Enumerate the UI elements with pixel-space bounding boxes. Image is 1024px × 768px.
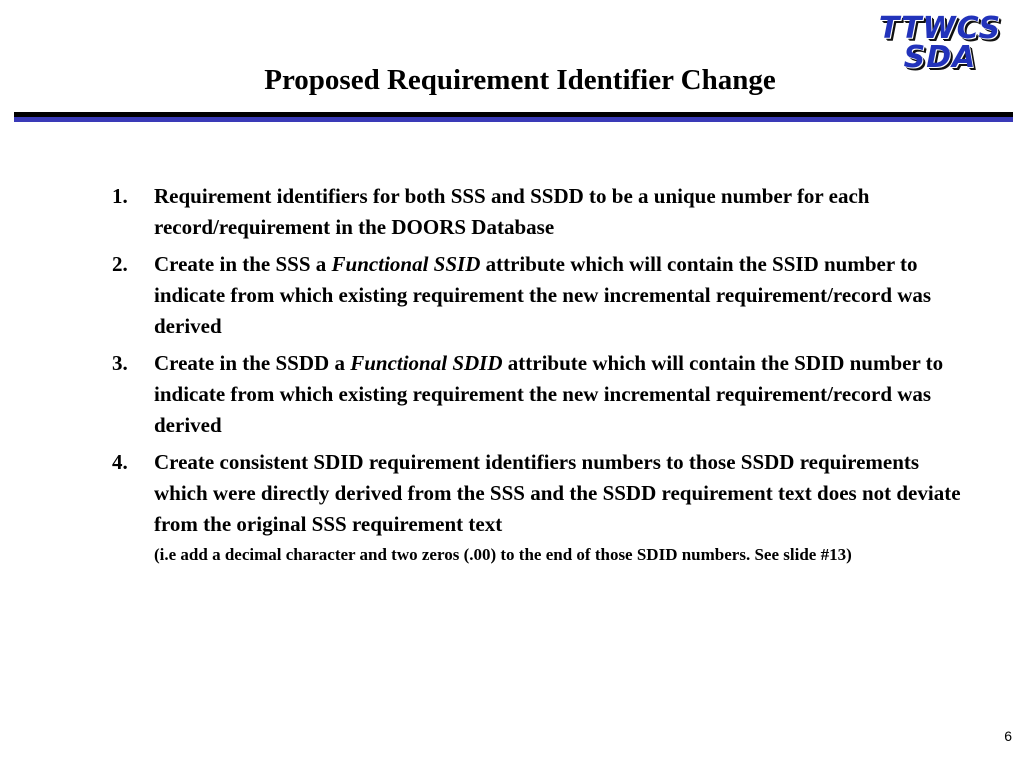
list-item-text-suffix: attribute which will contain the SSID number to indicate from which existing requirement the new incremental requirement/record was derived	[154, 252, 932, 338]
list-item-number: 3.	[112, 351, 128, 375]
title-divider-accent	[14, 117, 1013, 122]
list-item-text: Create consistent SDID requirement identifiers numbers to those SSDD requirements which were directly derived from the SSS and the SSDD requirement text does not deviate from the original SSS requirement text	[154, 450, 961, 536]
logo-line-1: TTWCS	[878, 11, 1002, 46]
list-item-text	[154, 249, 972, 342]
list-item-number: 2.	[112, 252, 128, 276]
list-item-text-prefix: Create in the SSDD a	[154, 351, 351, 375]
list-item-text-prefix: Create in the SSS a	[154, 252, 332, 276]
list-item	[112, 181, 972, 243]
list-item	[112, 348, 972, 441]
list-item-note: (i.e add a decimal character and two zeros (.00) to the end of those SDID numbers. See slide #13)	[154, 545, 852, 564]
list-item-number: 4.	[112, 450, 128, 474]
logo-line-2: SDA	[903, 40, 977, 75]
list-item-number: 1.	[112, 184, 128, 208]
list-item	[112, 249, 972, 342]
requirement-change-list	[112, 181, 972, 575]
list-item-text	[154, 348, 972, 441]
list-item-text-suffix: attribute which will contain the SDID number to indicate from which existing requirement the new incremental requirement/record was derived	[154, 351, 944, 437]
slide-title: Proposed Requirement Identifier Change	[264, 64, 776, 96]
list-item	[112, 447, 972, 569]
list-item-emphasis: Functional SSID	[331, 252, 481, 276]
list-item-text: Requirement identifiers for both SSS and SSDD to be a unique number for each record/requirement in the DOORS Database	[154, 184, 870, 239]
list-item-emphasis: Functional SDID	[350, 351, 503, 375]
page-number: 6	[1004, 728, 1012, 744]
